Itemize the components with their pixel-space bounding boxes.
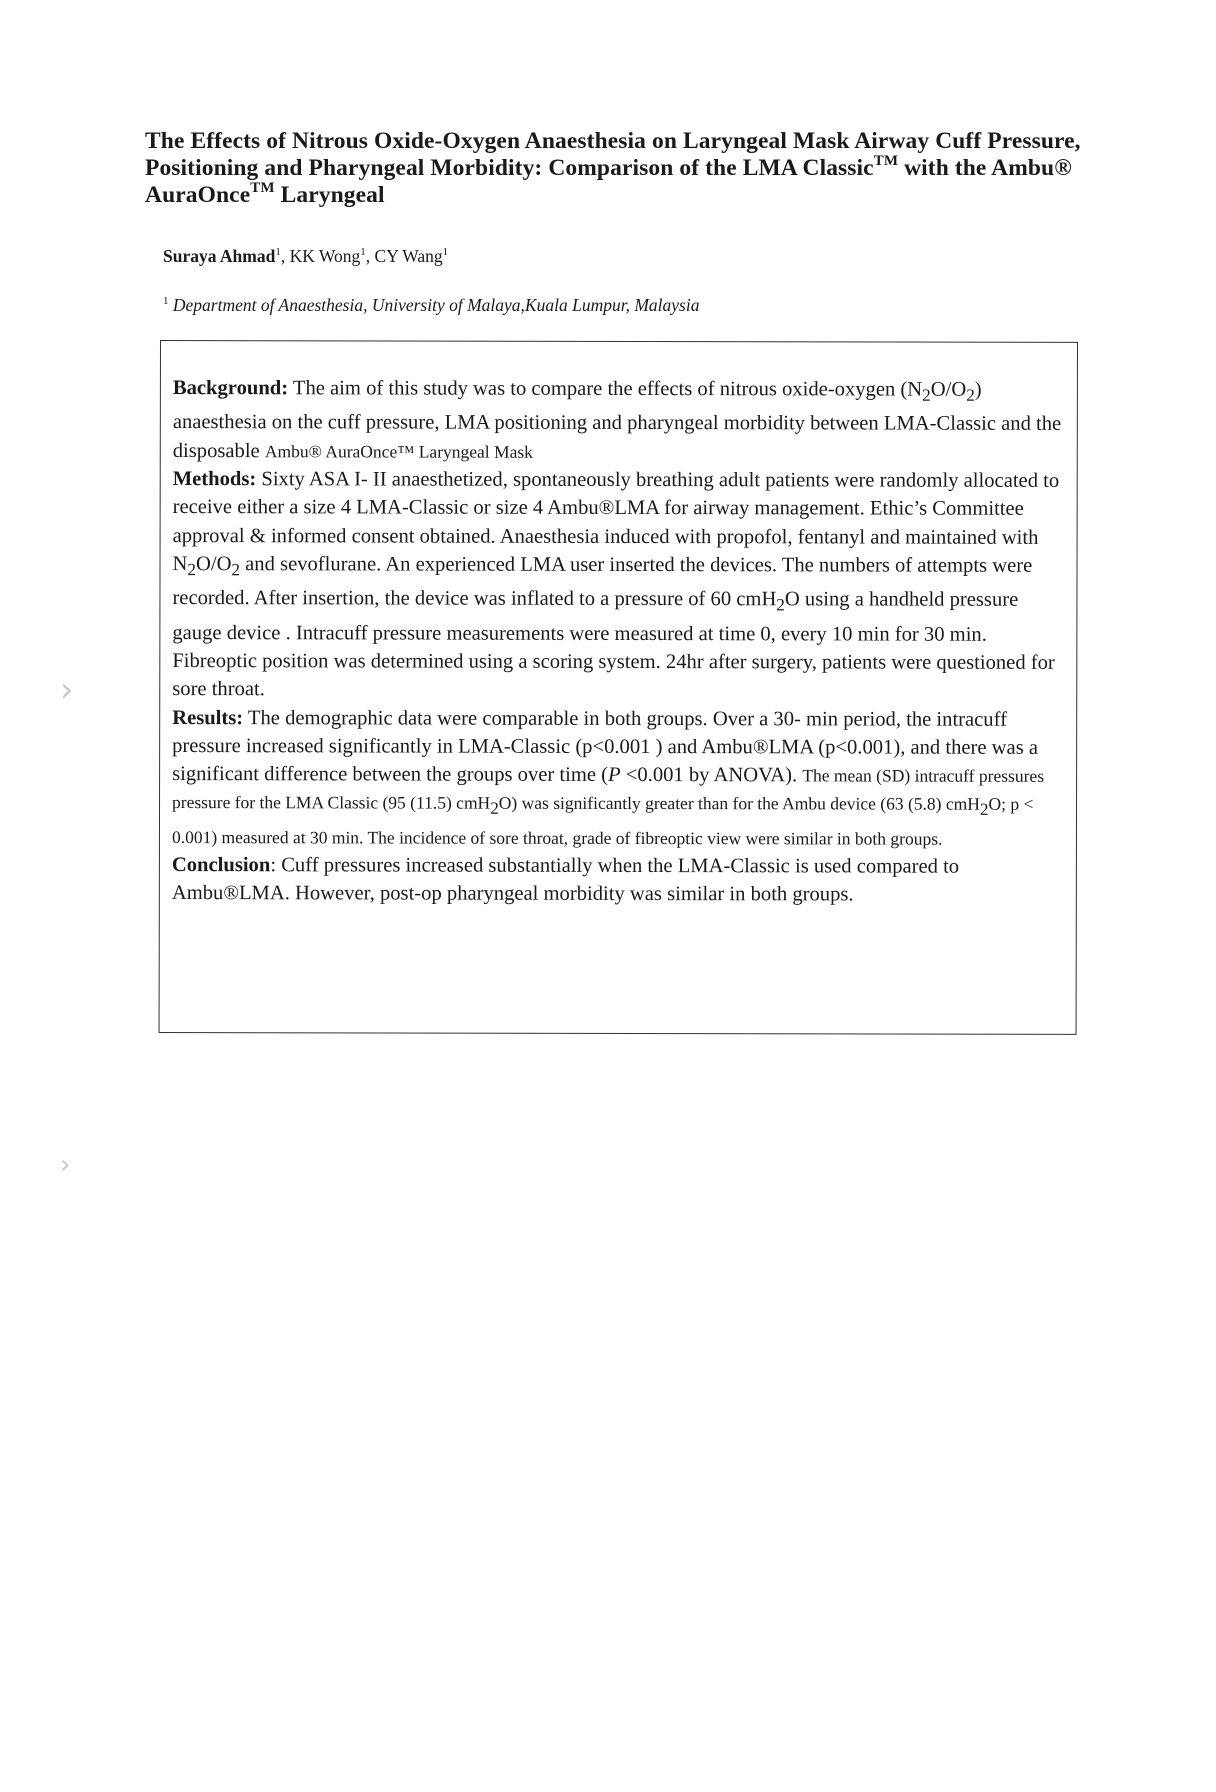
author-2-affil: 1 — [360, 246, 366, 258]
background-text-1: The aim of this study was to compare the effects of nitrous oxide-oxygen (N — [288, 377, 923, 401]
results-paragraph — [172, 704, 1062, 853]
methods-text-1: Sixty ASA I- II anaesthetized, spontaneously breathing adult patients were randomly allocated to receive either a size 4 LMA-Classic or size 4 Ambu®LMA for airway management. Ethic’s Committee approval & informed consent obtained. Anaesthesia induced with propofol, fentanyl and maintained with N — [172, 468, 1060, 575]
results-text-small-3: measured at 30 min. — [221, 827, 364, 848]
subscript: 2 — [231, 560, 241, 580]
methods-label: Methods: — [172, 468, 257, 491]
methods-text-2: O/O — [195, 552, 232, 576]
subscript: 2 — [966, 385, 975, 405]
author-1: Suraya Ahmad — [163, 245, 276, 266]
conclusion-text: : Cuff pressures increased substantially when the LMA-Classic is used compared to Ambu®LMA. However, post-op pharyngeal morbidity was similar in both groups. — [171, 854, 960, 906]
title-text-1: The Effects of Nitrous Oxide-Oxygen Anaesthesia on Laryngeal Mask Airway Cuff Pressure, Positioning and Pharyngeal Morbidity: Comparison of the LMA Classic — [145, 128, 1081, 181]
author-3-affil: 1 — [442, 246, 449, 258]
methods-paragraph — [172, 465, 1062, 705]
background-text-small: Ambu® AuraOnce™ Laryngeal Mask — [264, 440, 533, 462]
scan-artifact-mark: › — [60, 670, 74, 710]
conclusion-paragraph — [172, 851, 1062, 909]
affiliation-text: Department of Anaesthesia, University of Malaya,Kuala Lumpur, Malaysia — [168, 294, 700, 315]
results-text-1: The demographic data were comparable in both groups. Over a 30- min period, the intracuff pressure increased significantly in LMA-Classic (p<0.001 ) and Ambu®LMA (p<0.001), and there was a significant difference between the groups over time ( — [172, 706, 1039, 787]
affiliation — [163, 290, 699, 316]
conclusion-label: Conclusion — [171, 854, 271, 877]
background-text-2: O/O — [930, 378, 967, 401]
author-list — [163, 241, 448, 267]
author-1-affil: 1 — [275, 246, 281, 258]
affiliation-marker: 1 — [163, 295, 169, 307]
results-text-small-2: was significantly greater than for the Ambu device — [521, 793, 881, 814]
background-label: Background: — [172, 377, 289, 400]
results-text-6: O; p < 0.001) — [171, 794, 1034, 848]
title-text-2: with the Ambu® AuraOnce — [145, 155, 1072, 208]
subscript: 2 — [922, 385, 931, 405]
author-3: , CY Wang — [365, 245, 443, 266]
subscript: 2 — [490, 799, 499, 819]
results-text-small-1: The mean (SD) intracuff pressures pressure for the LMA Classic — [172, 765, 1045, 813]
results-text-2: <0.001 by ANOVA). — [620, 764, 803, 787]
results-text-5: (63 (5.8) cmH — [880, 793, 980, 815]
background-paragraph — [173, 374, 1063, 467]
title-text-3: Laryngeal — [274, 182, 385, 208]
results-label: Results: — [172, 706, 244, 729]
results-text-4: O) — [498, 793, 522, 814]
methods-text-4: O using a handheld pressure gauge device . Intracuff pressure measurements were measured at time 0, every 10 min for 30 min. Fibreoptic position was determined using a scoring system. 24hr after surgery, patients were questioned for sore throat. — [172, 588, 1055, 701]
abstract-box — [159, 340, 1078, 1035]
results-text-small-4: grade of fibreoptic view were similar in both groups. — [572, 827, 943, 849]
abstract-text — [172, 374, 1063, 910]
methods-text-3: and sevoflurane. An experienced LMA user inserted the devices. The numbers of attempts were recorded. After insertion, the device was inflated to a pressure of 60 cmH — [172, 553, 1033, 611]
scan-artifact-mark: › — [60, 1150, 71, 1180]
results-text-3: (95 (11.5) cmH — [382, 792, 491, 814]
results-text-7: The incidence of sore throat, — [363, 827, 573, 848]
trademark-sup-1: TM — [873, 153, 899, 170]
paper-title — [145, 128, 1085, 209]
subscript: 2 — [979, 800, 989, 820]
subscript: 2 — [187, 560, 196, 580]
trademark-sup-2: TM — [250, 180, 275, 197]
background-text-3: ) anaesthesia on the cuff pressure, LMA positioning and pharyngeal morbidity between LMA-Classic and the disposable — [172, 378, 1062, 462]
author-2: , KK Wong — [280, 245, 361, 266]
subscript: 2 — [776, 595, 785, 615]
results-p-italic: P — [608, 764, 621, 787]
